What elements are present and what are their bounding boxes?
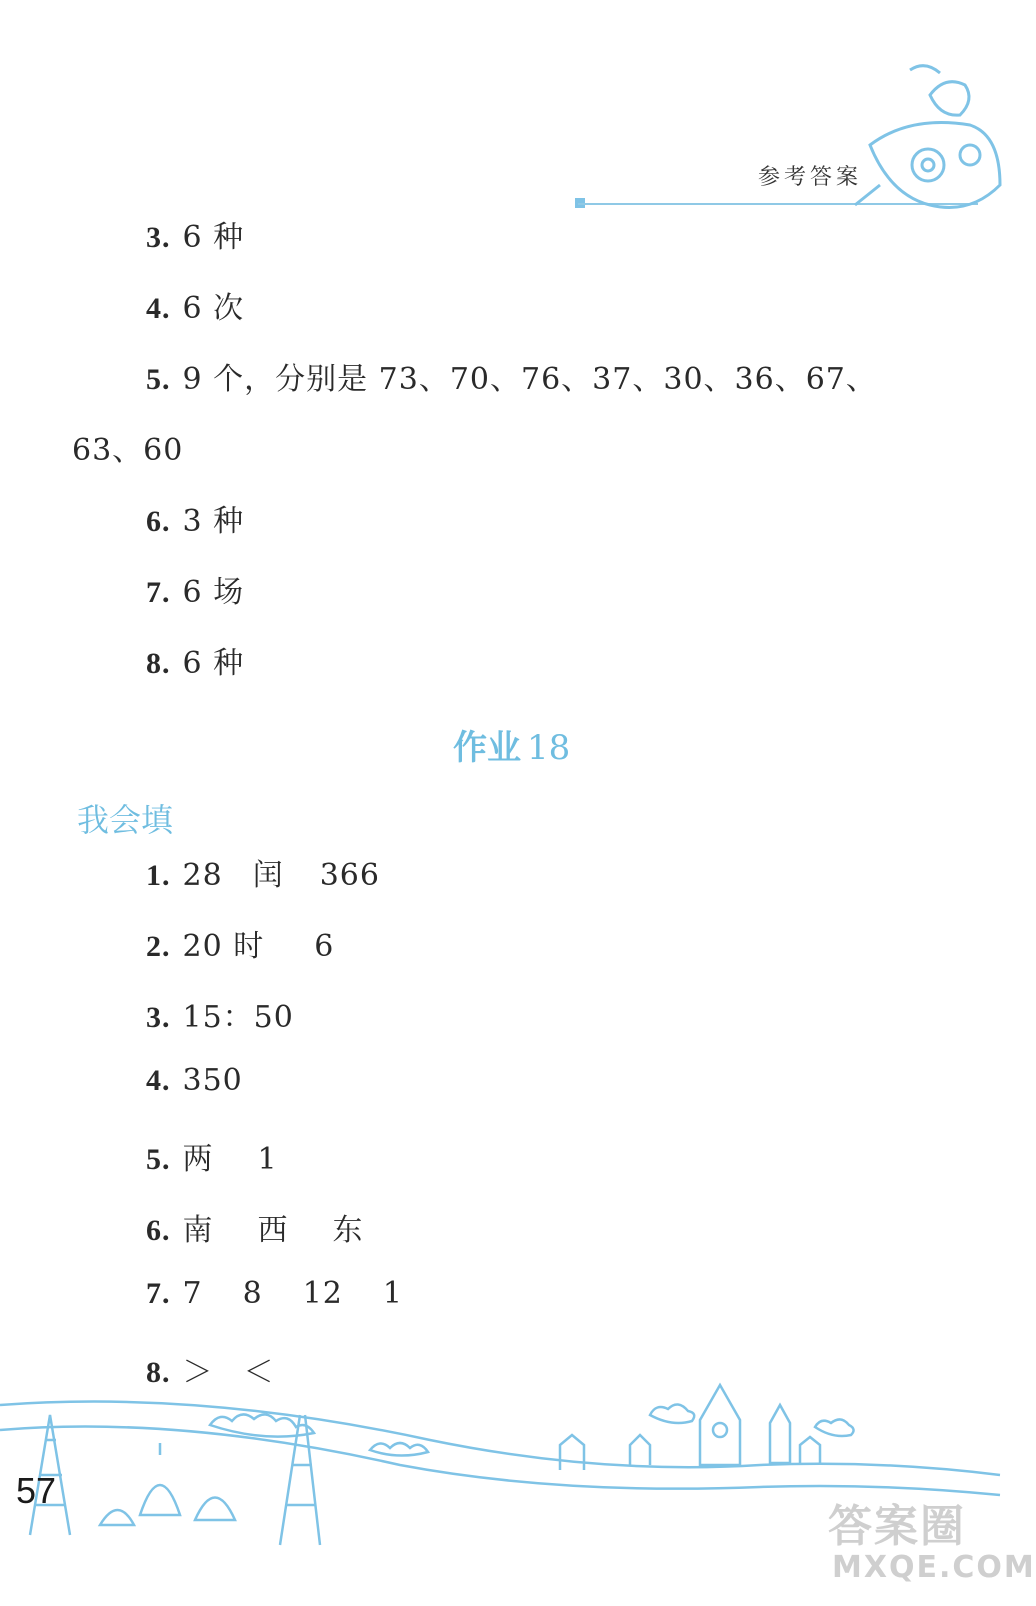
answer-part: 20 时 — [182, 929, 265, 964]
answer-part: 1 — [382, 1276, 403, 1311]
answer-part: 28 — [182, 858, 223, 893]
answer-text: 6 次 — [182, 291, 245, 326]
answer-part: ＞ — [182, 1355, 214, 1390]
answer-part: 闰 — [252, 858, 284, 893]
answer-number: 4. — [146, 1064, 171, 1097]
answer-number: 8. — [146, 1356, 171, 1389]
answer-part: 15：50 — [182, 1000, 294, 1035]
answer-line — [146, 496, 244, 540]
answer-line — [146, 1205, 364, 1249]
answer-number: 8. — [146, 647, 171, 680]
answer-number: 3. — [146, 1001, 171, 1034]
section-subtitle: 我会填 — [77, 801, 174, 839]
answer-part: 6 — [314, 929, 335, 964]
answer-continuation — [72, 425, 183, 469]
corner-illustration — [850, 55, 1000, 225]
answer-line — [146, 283, 244, 327]
watermark-url: MXQE.COM — [832, 1550, 1036, 1585]
answer-line — [146, 1134, 278, 1178]
answer-number: 4. — [146, 292, 171, 325]
answer-line — [146, 850, 380, 894]
answer-part: 1 — [257, 1142, 278, 1177]
answer-part: 366 — [319, 858, 380, 893]
answer-part: 7 — [182, 1276, 203, 1311]
answer-text: 9 个，分别是 73、70、76、37、30、36、67、 — [182, 362, 877, 397]
section-title-number: 18 — [527, 728, 571, 768]
answer-part: 南 — [182, 1213, 214, 1248]
answer-line — [146, 354, 877, 398]
watermark — [828, 1490, 1036, 1606]
answer-number: 2. — [146, 930, 171, 963]
answer-text: 3 种 — [182, 504, 245, 539]
answer-text: 6 场 — [182, 575, 245, 610]
answer-line — [146, 567, 244, 611]
section-title — [453, 720, 570, 769]
watermark-logo-text: 答案圈 — [828, 1501, 966, 1552]
answer-text: 6 种 — [182, 220, 245, 255]
answer-part: 东 — [332, 1213, 364, 1248]
answer-line — [146, 1276, 403, 1311]
answer-number: 5. — [146, 363, 171, 396]
answer-line — [146, 992, 294, 1036]
header-label: 参考答案 — [758, 165, 863, 190]
answer-line — [146, 1347, 275, 1391]
answer-line — [146, 212, 244, 256]
answer-text: 63、60 — [72, 433, 184, 468]
page-number: 57 — [16, 1470, 57, 1511]
answer-line — [146, 638, 244, 682]
answer-number: 3. — [146, 221, 171, 254]
answer-part: 350 — [182, 1063, 243, 1098]
answer-part: 西 — [257, 1213, 289, 1248]
answer-part: 12 — [302, 1276, 343, 1311]
answer-number: 1. — [146, 859, 171, 892]
answer-number: 5. — [146, 1143, 171, 1176]
answer-text: 6 种 — [182, 646, 245, 681]
answer-number: 7. — [146, 1277, 171, 1310]
answer-line — [146, 921, 334, 965]
answer-part: 8 — [242, 1276, 263, 1311]
answer-number: 6. — [146, 505, 171, 538]
answer-line — [146, 1063, 243, 1098]
answer-part: 两 — [182, 1142, 214, 1177]
section-title-prefix: 作业 — [453, 728, 521, 768]
answer-number: 6. — [146, 1214, 171, 1247]
answer-number: 7. — [146, 576, 171, 609]
answer-part: ＜ — [243, 1355, 275, 1390]
